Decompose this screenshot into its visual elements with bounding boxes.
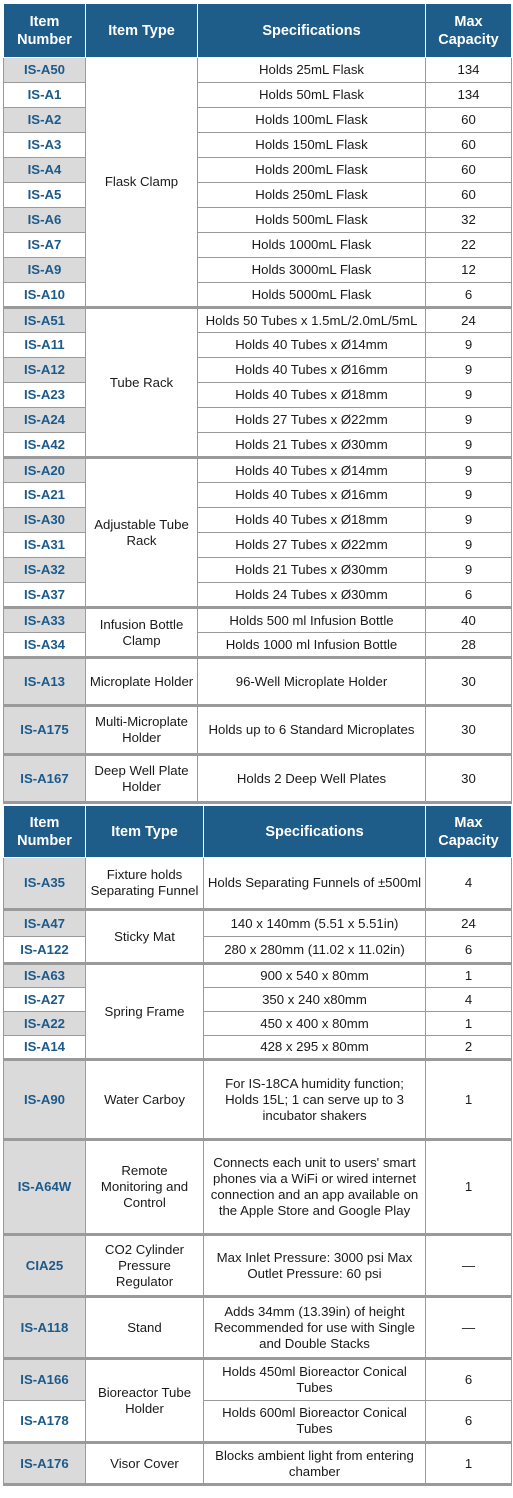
specifications-cell: Blocks ambient light from entering chamber (204, 1443, 426, 1485)
item-type-cell: Water Carboy (86, 1060, 204, 1140)
item-number-cell: IS-A27 (4, 988, 86, 1012)
table-row (4, 1443, 512, 1485)
specifications-cell: 350 x 240 x80mm (204, 988, 426, 1012)
item-number-cell: IS-A5 (4, 183, 86, 208)
max-capacity-cell: 30 (426, 706, 512, 755)
specifications-cell: Holds 3000mL Flask (198, 258, 426, 283)
table-row (4, 483, 512, 508)
specifications-cell: Holds 40 Tubes x Ø14mm (198, 333, 426, 358)
item-number-cell: IS-A6 (4, 208, 86, 233)
item-number-cell: IS-A90 (4, 1060, 86, 1140)
table-row (4, 608, 512, 633)
specifications-cell: Holds 40 Tubes x Ø14mm (198, 458, 426, 483)
item-number-cell: IS-A20 (4, 458, 86, 483)
table-row (4, 988, 512, 1012)
table-row (4, 283, 512, 308)
table-row (4, 1235, 512, 1297)
item-number-cell: IS-A13 (4, 658, 86, 706)
table-row (4, 1359, 512, 1401)
item-number-cell: IS-A167 (4, 755, 86, 803)
table-header-row (4, 806, 512, 858)
specifications-cell: Holds 250mL Flask (198, 183, 426, 208)
item-number-cell: IS-A51 (4, 308, 86, 333)
item-type-cell: Fixture holds Separating Funnel (86, 858, 204, 910)
item-number-cell: IS-A1 (4, 83, 86, 108)
max-capacity-cell: 24 (426, 308, 512, 333)
specifications-cell: 450 x 400 x 80mm (204, 1012, 426, 1036)
table-row (4, 58, 512, 83)
max-capacity-cell: 134 (426, 58, 512, 83)
table-row (4, 233, 512, 258)
specifications-cell: 96-Well Microplate Holder (198, 658, 426, 706)
max-capacity-cell: — (426, 1297, 512, 1359)
table-row (4, 1140, 512, 1235)
table-row (4, 964, 512, 988)
item-number-cell: IS-A22 (4, 1012, 86, 1036)
specifications-cell: 900 x 540 x 80mm (204, 964, 426, 988)
header-item-number: Item Number (4, 806, 86, 858)
item-type-cell: Deep Well Plate Holder (86, 755, 198, 803)
specifications-cell: Holds 5000mL Flask (198, 283, 426, 308)
item-number-cell: IS-A14 (4, 1036, 86, 1060)
max-capacity-cell: 60 (426, 133, 512, 158)
max-capacity-cell: 9 (426, 383, 512, 408)
specifications-cell: Adds 34mm (13.39in) of height Recommended for use with Single and Double Stacks (204, 1297, 426, 1359)
table-row (4, 433, 512, 458)
specifications-cell: Holds 500mL Flask (198, 208, 426, 233)
table-row (4, 383, 512, 408)
max-capacity-cell: 12 (426, 258, 512, 283)
specifications-cell: Holds 1000 ml Infusion Bottle (198, 633, 426, 658)
item-type-cell: Spring Frame (86, 964, 204, 1060)
table-row (4, 333, 512, 358)
table-row (4, 633, 512, 658)
item-type-cell: Stand (86, 1297, 204, 1359)
item-number-cell: IS-A64W (4, 1140, 86, 1235)
max-capacity-cell: 1 (426, 1140, 512, 1235)
table-row (4, 408, 512, 433)
specifications-cell: Max Inlet Pressure: 3000 psi Max Outlet Pressure: 60 psi (204, 1235, 426, 1297)
header-item-type: Item Type (86, 4, 198, 58)
item-number-cell: IS-A30 (4, 508, 86, 533)
table-row (4, 1401, 512, 1443)
max-capacity-cell: 32 (426, 208, 512, 233)
header-specifications: Specifications (204, 806, 426, 858)
table-row (4, 937, 512, 964)
item-number-cell: IS-A3 (4, 133, 86, 158)
specifications-cell: Holds 450ml Bioreactor Conical Tubes (204, 1359, 426, 1401)
specifications-cell: For IS-18CA humidity function; Holds 15L; 1 can serve up to 3 incubator shakers (204, 1060, 426, 1140)
max-capacity-cell: 30 (426, 755, 512, 803)
table-row (4, 183, 512, 208)
item-number-cell: IS-A21 (4, 483, 86, 508)
item-type-cell: Adjustable Tube Rack (86, 458, 198, 608)
item-number-cell: IS-A37 (4, 583, 86, 608)
max-capacity-cell: 6 (426, 937, 512, 964)
table-row (4, 1036, 512, 1060)
max-capacity-cell: 6 (426, 583, 512, 608)
item-number-cell: IS-A33 (4, 608, 86, 633)
max-capacity-cell: 28 (426, 633, 512, 658)
item-type-cell: Microplate Holder (86, 658, 198, 706)
item-type-cell: Bioreactor Tube Holder (86, 1359, 204, 1443)
max-capacity-cell: 1 (426, 1060, 512, 1140)
max-capacity-cell: 60 (426, 108, 512, 133)
table-row (4, 108, 512, 133)
item-number-cell: IS-A7 (4, 233, 86, 258)
table-row (4, 83, 512, 108)
table-row (4, 258, 512, 283)
item-type-cell: Sticky Mat (86, 910, 204, 964)
specifications-cell: Holds 600ml Bioreactor Conical Tubes (204, 1401, 426, 1443)
max-capacity-cell: 6 (426, 1401, 512, 1443)
accessories-table-1 (3, 3, 512, 804)
item-number-cell: IS-A175 (4, 706, 86, 755)
item-type-cell: Multi-Microplate Holder (86, 706, 198, 755)
max-capacity-cell: 9 (426, 533, 512, 558)
item-number-cell: IS-A176 (4, 1443, 86, 1485)
max-capacity-cell: 60 (426, 158, 512, 183)
item-number-cell: IS-A118 (4, 1297, 86, 1359)
max-capacity-cell: 134 (426, 83, 512, 108)
table-row (4, 558, 512, 583)
max-capacity-cell: 1 (426, 1443, 512, 1485)
max-capacity-cell: 6 (426, 283, 512, 308)
header-item-type: Item Type (86, 806, 204, 858)
max-capacity-cell: 9 (426, 433, 512, 458)
specifications-cell: Holds 27 Tubes x Ø22mm (198, 408, 426, 433)
table-row (4, 208, 512, 233)
table-row (4, 1297, 512, 1359)
max-capacity-cell: 2 (426, 1036, 512, 1060)
specifications-cell: Holds 40 Tubes x Ø18mm (198, 383, 426, 408)
item-number-cell: IS-A31 (4, 533, 86, 558)
header-item-number: Item Number (4, 4, 86, 58)
max-capacity-cell: 9 (426, 358, 512, 383)
specifications-cell: 140 x 140mm (5.51 x 5.51in) (204, 910, 426, 937)
table-row (4, 458, 512, 483)
max-capacity-cell: 4 (426, 988, 512, 1012)
table-row (4, 1060, 512, 1140)
item-number-cell: IS-A24 (4, 408, 86, 433)
header-max-capacity: Max Capacity (426, 806, 512, 858)
specifications-cell: Holds Separating Funnels of ±500ml (204, 858, 426, 910)
item-number-cell: IS-A122 (4, 937, 86, 964)
specifications-cell: Holds 25mL Flask (198, 58, 426, 83)
max-capacity-cell: 9 (426, 408, 512, 433)
max-capacity-cell: — (426, 1235, 512, 1297)
item-number-cell: CIA25 (4, 1235, 86, 1297)
max-capacity-cell: 30 (426, 658, 512, 706)
item-number-cell: IS-A4 (4, 158, 86, 183)
table-body (4, 858, 512, 1485)
item-number-cell: IS-A166 (4, 1359, 86, 1401)
specifications-cell: Holds 21 Tubes x Ø30mm (198, 558, 426, 583)
table-row (4, 508, 512, 533)
table-row (4, 133, 512, 158)
table-row (4, 583, 512, 608)
max-capacity-cell: 24 (426, 910, 512, 937)
specifications-cell: 280 x 280mm (11.02 x 11.02in) (204, 937, 426, 964)
specifications-cell: Holds 40 Tubes x Ø18mm (198, 508, 426, 533)
item-type-cell: Remote Monitoring and Control (86, 1140, 204, 1235)
item-type-cell: CO2 Cylinder Pressure Regulator (86, 1235, 204, 1297)
table-body (4, 58, 512, 803)
item-number-cell: IS-A9 (4, 258, 86, 283)
specifications-cell: Holds 1000mL Flask (198, 233, 426, 258)
max-capacity-cell: 9 (426, 508, 512, 533)
item-type-cell: Flask Clamp (86, 58, 198, 308)
max-capacity-cell: 9 (426, 458, 512, 483)
header-max-capacity: Max Capacity (426, 4, 512, 58)
item-number-cell: IS-A2 (4, 108, 86, 133)
item-type-cell: Visor Cover (86, 1443, 204, 1485)
item-number-cell: IS-A23 (4, 383, 86, 408)
table-row (4, 910, 512, 937)
specifications-cell: Holds 40 Tubes x Ø16mm (198, 483, 426, 508)
max-capacity-cell: 9 (426, 483, 512, 508)
specifications-cell: Holds 2 Deep Well Plates (198, 755, 426, 803)
item-type-cell: Infusion Bottle Clamp (86, 608, 198, 658)
item-number-cell: IS-A35 (4, 858, 86, 910)
item-number-cell: IS-A10 (4, 283, 86, 308)
max-capacity-cell: 1 (426, 964, 512, 988)
specifications-cell: Holds 500 ml Infusion Bottle (198, 608, 426, 633)
specifications-cell: Holds 50mL Flask (198, 83, 426, 108)
accessories-table-2 (3, 805, 512, 1486)
specifications-cell: Holds 150mL Flask (198, 133, 426, 158)
max-capacity-cell: 4 (426, 858, 512, 910)
item-number-cell: IS-A63 (4, 964, 86, 988)
max-capacity-cell: 9 (426, 333, 512, 358)
item-number-cell: IS-A178 (4, 1401, 86, 1443)
specifications-cell: Holds 21 Tubes x Ø30mm (198, 433, 426, 458)
table-row (4, 658, 512, 706)
table-row (4, 1012, 512, 1036)
table-header-row (4, 4, 512, 58)
specifications-cell: Holds 40 Tubes x Ø16mm (198, 358, 426, 383)
max-capacity-cell: 22 (426, 233, 512, 258)
item-number-cell: IS-A50 (4, 58, 86, 83)
item-number-cell: IS-A11 (4, 333, 86, 358)
max-capacity-cell: 9 (426, 558, 512, 583)
header-specifications: Specifications (198, 4, 426, 58)
specifications-cell: Holds 200mL Flask (198, 158, 426, 183)
table-row (4, 358, 512, 383)
item-type-cell: Tube Rack (86, 308, 198, 458)
table-row (4, 755, 512, 803)
specifications-cell: Holds 24 Tubes x Ø30mm (198, 583, 426, 608)
item-number-cell: IS-A42 (4, 433, 86, 458)
specifications-cell: 428 x 295 x 80mm (204, 1036, 426, 1060)
table-row (4, 858, 512, 910)
specifications-cell: Holds 27 Tubes x Ø22mm (198, 533, 426, 558)
specifications-cell: Connects each unit to users' smart phones via a WiFi or wired internet connection and an app available on the Apple Store and Google Play (204, 1140, 426, 1235)
item-number-cell: IS-A12 (4, 358, 86, 383)
item-number-cell: IS-A34 (4, 633, 86, 658)
table-row (4, 158, 512, 183)
max-capacity-cell: 6 (426, 1359, 512, 1401)
max-capacity-cell: 1 (426, 1012, 512, 1036)
table-row (4, 533, 512, 558)
specifications-cell: Holds 50 Tubes x 1.5mL/2.0mL/5mL (198, 308, 426, 333)
table-row (4, 706, 512, 755)
max-capacity-cell: 60 (426, 183, 512, 208)
table-row (4, 308, 512, 333)
item-number-cell: IS-A47 (4, 910, 86, 937)
specifications-cell: Holds up to 6 Standard Microplates (198, 706, 426, 755)
specifications-cell: Holds 100mL Flask (198, 108, 426, 133)
max-capacity-cell: 40 (426, 608, 512, 633)
item-number-cell: IS-A32 (4, 558, 86, 583)
